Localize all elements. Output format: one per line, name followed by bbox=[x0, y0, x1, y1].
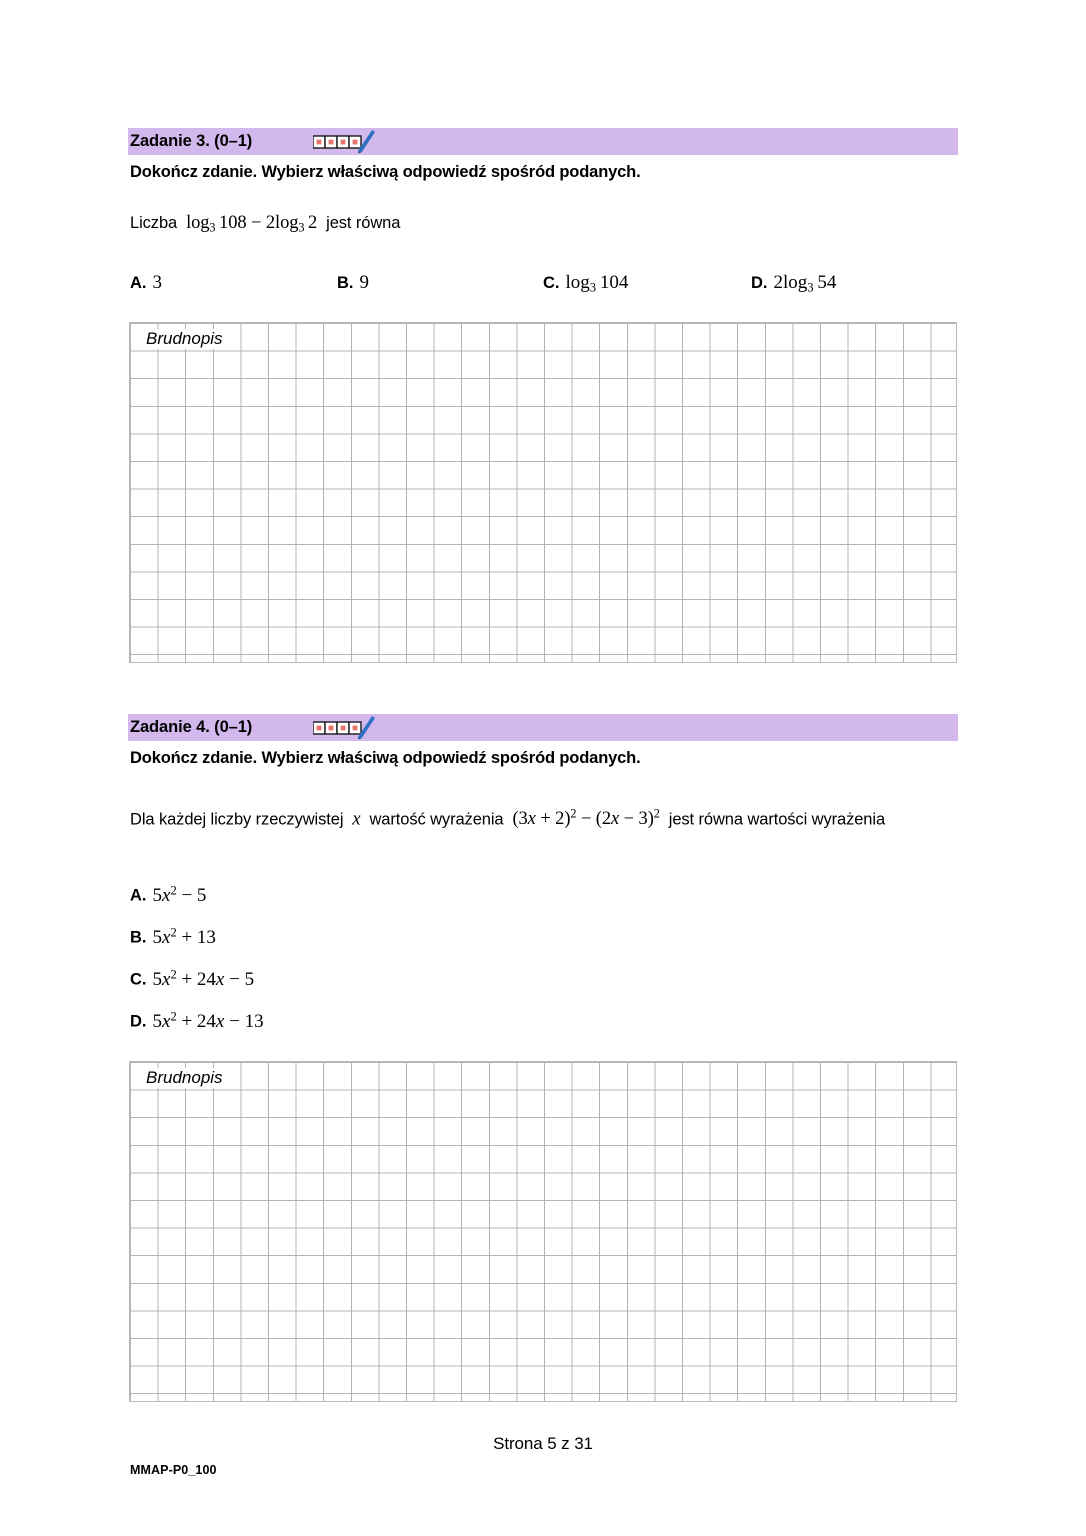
option-c-zadanie-3[interactable] bbox=[543, 272, 628, 296]
scratchpad-zadanie-4[interactable] bbox=[129, 1061, 957, 1402]
option-a-zadanie-4[interactable] bbox=[130, 883, 206, 907]
option-d-zadanie-3[interactable] bbox=[751, 272, 836, 296]
option-value: $2\log_3$ 54 bbox=[773, 272, 837, 295]
option-label: A. bbox=[130, 274, 147, 292]
scratchpad-label: Brudnopis bbox=[144, 1068, 227, 1088]
option-label: D. bbox=[751, 274, 768, 292]
option-label: B. bbox=[130, 928, 147, 947]
option-value: $5x^2 + 24x - 5$ bbox=[152, 967, 255, 990]
prompt-prefix: Liczba bbox=[130, 214, 178, 232]
option-label: B. bbox=[337, 274, 354, 292]
prompt-variable: x bbox=[352, 809, 361, 830]
option-value: 9 bbox=[359, 272, 369, 293]
document-code: MMAP-P0_100 bbox=[130, 1463, 217, 1477]
task-instruction-zadanie-3: Dokończ zdanie. Wybierz właściwą odpowiedź spośród podanych. bbox=[130, 163, 641, 181]
option-a-zadanie-3[interactable] bbox=[130, 272, 162, 294]
multiple-choice-pen-icon bbox=[313, 716, 376, 740]
prompt-part-3: jest równa bbox=[668, 810, 743, 829]
prompt-suffix: jest równa bbox=[326, 214, 401, 232]
option-value: $\log_3 104$ bbox=[565, 272, 629, 295]
multiple-choice-pen-icon bbox=[313, 130, 376, 154]
page-number: Strona 5 z 31 bbox=[493, 1434, 593, 1453]
option-value: $5x^2 - 5$ bbox=[152, 883, 207, 906]
scratchpad-zadanie-3[interactable] bbox=[129, 322, 957, 663]
task-header-bar-zadanie-3 bbox=[128, 128, 958, 155]
option-label: C. bbox=[543, 274, 560, 292]
option-label: D. bbox=[130, 1012, 147, 1031]
scratchpad-label: Brudnopis bbox=[144, 329, 227, 349]
task-prompt-zadanie-3 bbox=[130, 210, 400, 241]
task-title-zadanie-3: Zadanie 3. (0–1) bbox=[130, 132, 253, 150]
prompt-expression: $(3x + 2)^2 - (2x - 3)^2$ bbox=[512, 807, 660, 830]
task-instruction-zadanie-4: Dokończ zdanie. Wybierz właściwą odpowiedź spośród podanych. bbox=[130, 749, 641, 767]
prompt-expression: $\log_3 108 - 2\log_3$ 2 bbox=[186, 213, 318, 235]
option-label: C. bbox=[130, 970, 147, 989]
prompt-part-2: wartość wyrażenia bbox=[369, 810, 504, 829]
option-b-zadanie-4[interactable] bbox=[130, 925, 216, 949]
option-value: $5x^2 + 13$ bbox=[152, 925, 216, 948]
option-b-zadanie-3[interactable] bbox=[337, 272, 369, 294]
prompt-line-2: wartości wyrażenia bbox=[747, 810, 886, 829]
option-d-zadanie-4[interactable] bbox=[130, 1009, 264, 1033]
prompt-part-1: Dla każdej liczby rzeczywistej bbox=[130, 810, 344, 829]
option-value: 3 bbox=[152, 272, 162, 293]
task-title-zadanie-4: Zadanie 4. (0–1) bbox=[130, 718, 253, 736]
task-header-bar-zadanie-4 bbox=[128, 714, 958, 741]
task-prompt-zadanie-4 bbox=[130, 801, 930, 833]
option-c-zadanie-4[interactable] bbox=[130, 967, 254, 991]
option-value: $5x^2 + 24x - 13$ bbox=[152, 1009, 264, 1032]
option-label: A. bbox=[130, 886, 147, 905]
